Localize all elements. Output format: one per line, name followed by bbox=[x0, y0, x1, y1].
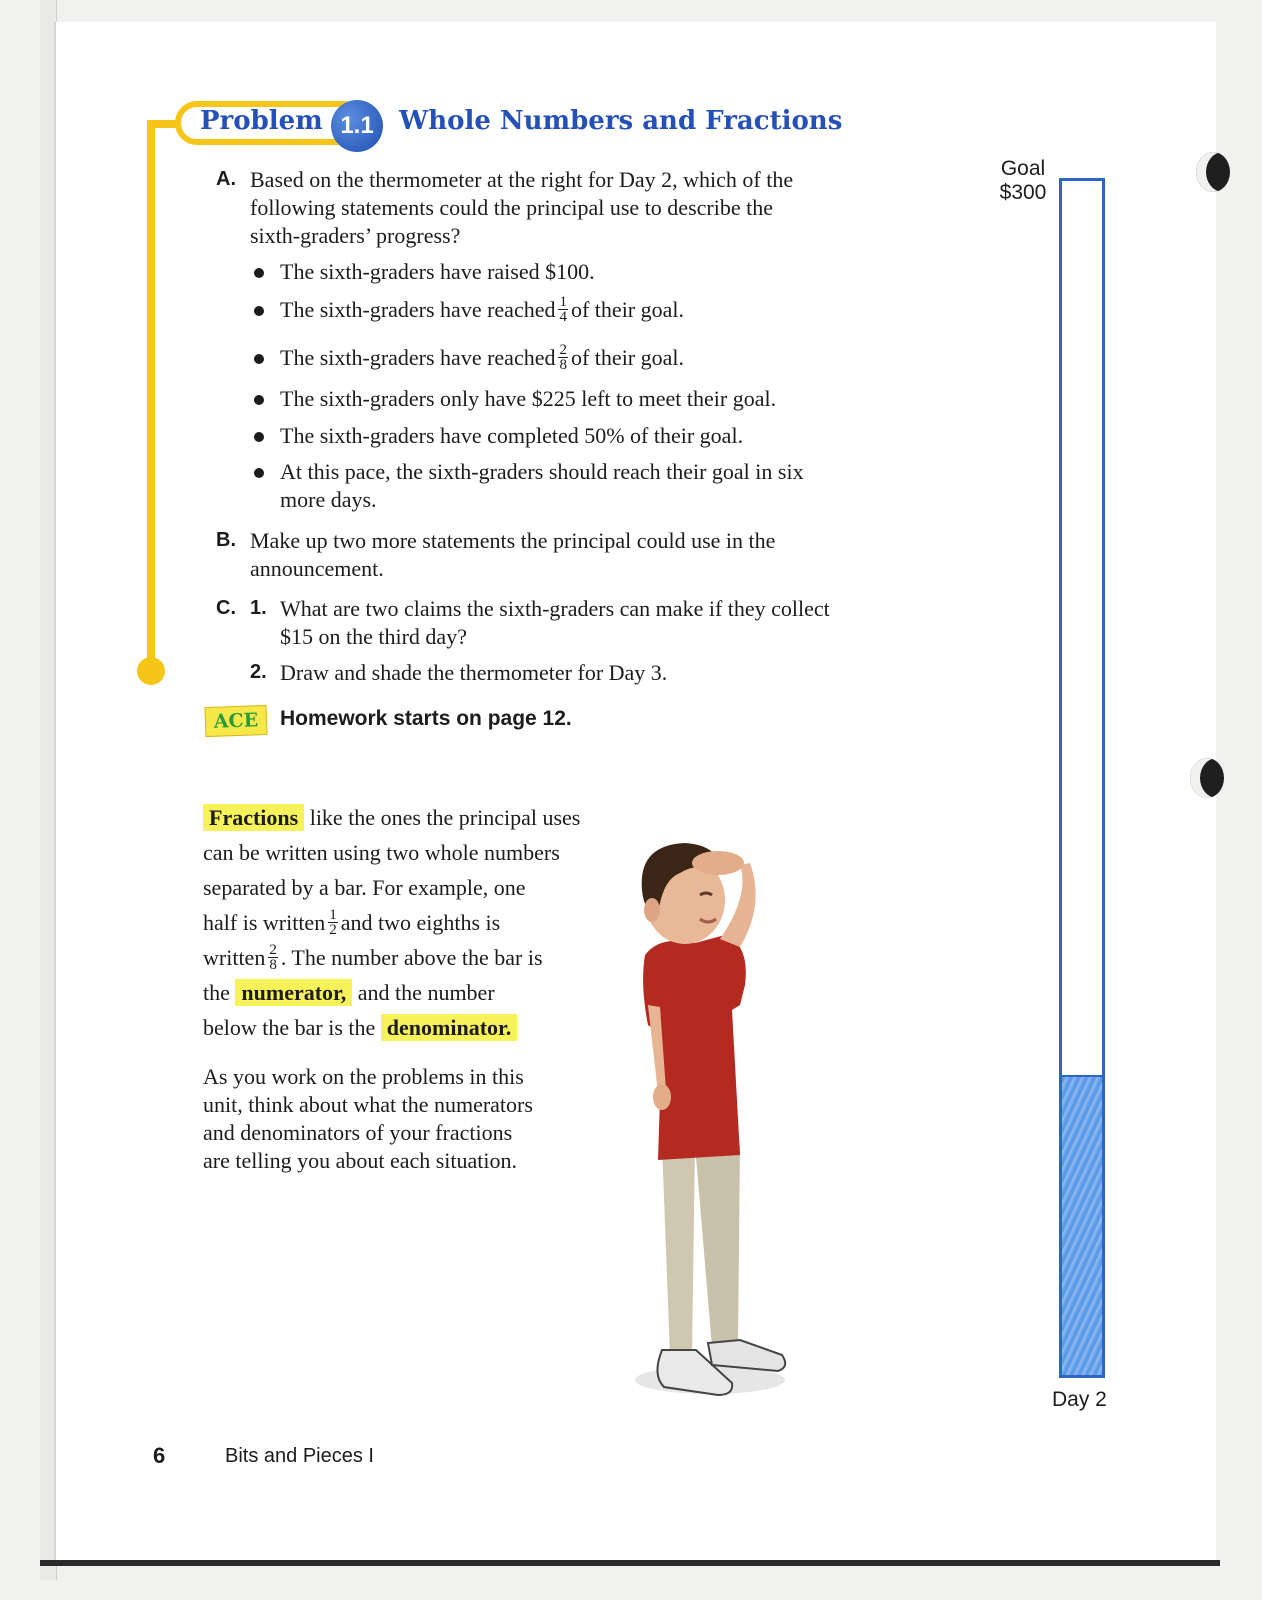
para-line: As you work on the problems in this bbox=[203, 1064, 524, 1089]
denominator-digit: 2 bbox=[329, 922, 337, 939]
part-b-label: B. bbox=[216, 529, 236, 551]
book-title: Bits and Pieces I bbox=[225, 1445, 374, 1467]
statement-raised: The sixth-graders have raised $100. bbox=[280, 259, 595, 284]
bullet-dot bbox=[254, 468, 264, 478]
part-a-label: A. bbox=[216, 168, 236, 190]
para-text: half is written bbox=[203, 910, 326, 935]
denominator-digit: 8 bbox=[559, 357, 567, 374]
part-a-line: Based on the thermometer at the right for Day 2, which of the bbox=[250, 167, 794, 192]
para-line: can be written using two whole numbers bbox=[203, 840, 560, 865]
para-text: . The number above the bar is bbox=[280, 945, 543, 970]
term-denominator: denominator. bbox=[381, 1014, 517, 1041]
part-c-label: C. bbox=[216, 597, 236, 619]
part-b-line: announcement. bbox=[250, 556, 384, 581]
page-edge-left bbox=[40, 0, 57, 1580]
para-text: and the number bbox=[357, 980, 495, 1005]
thermometer-fill bbox=[1062, 1075, 1102, 1376]
para-line: unit, think about what the numerators bbox=[203, 1092, 533, 1117]
part-c-q1-line: What are two claims the sixth-graders can make if they collect bbox=[280, 596, 830, 621]
numerator-digit: 2 bbox=[269, 942, 277, 959]
statement-line: more days. bbox=[280, 487, 377, 512]
part-c-q1-line: $15 on the third day? bbox=[280, 624, 467, 649]
denominator-digit: 4 bbox=[559, 309, 567, 326]
statement-percent: The sixth-graders have completed 50% of their goal. bbox=[280, 423, 744, 448]
numerator-digit: 2 bbox=[559, 342, 567, 359]
denominator-digit: 8 bbox=[269, 957, 277, 974]
part-c-q2: Draw and shade the thermometer for Day 3. bbox=[280, 660, 668, 685]
para-text: and two eighths is bbox=[340, 910, 501, 935]
bullet-dot bbox=[254, 432, 264, 442]
bullet-dot bbox=[254, 395, 264, 405]
statement-text: The sixth-graders have reached bbox=[280, 297, 556, 322]
fraction-one-fourth bbox=[558, 295, 568, 324]
para-text: written bbox=[203, 945, 266, 970]
problem-number-badge: 1.1 bbox=[331, 100, 383, 152]
part-c-q1 bbox=[280, 595, 830, 651]
bullet-dot bbox=[254, 354, 264, 364]
statement-two-eighths bbox=[280, 344, 684, 374]
para-line: and denominators of your fractions bbox=[203, 1120, 513, 1145]
para-text: like the ones the principal uses bbox=[309, 805, 581, 830]
thermometer-goal-label bbox=[992, 157, 1054, 205]
fraction-one-half bbox=[328, 908, 338, 937]
numerator-digit: 1 bbox=[329, 907, 337, 924]
binder-hole-top bbox=[1196, 152, 1230, 192]
para-line bbox=[203, 940, 580, 975]
para-text: below the bar is the bbox=[203, 1015, 376, 1040]
part-c-q2-label: 2. bbox=[250, 661, 267, 683]
ace-badge: ACE bbox=[204, 705, 267, 737]
goal-word: Goal bbox=[1000, 157, 1046, 180]
problem-bracket-line bbox=[147, 120, 155, 682]
para-line bbox=[203, 975, 580, 1010]
problem-title: Whole Numbers and Fractions bbox=[399, 106, 843, 136]
fraction-two-eighths-example bbox=[268, 943, 278, 972]
bullet-dot bbox=[254, 306, 264, 316]
statement-pace bbox=[280, 458, 804, 514]
part-a-question bbox=[250, 166, 793, 250]
para-line bbox=[203, 1010, 580, 1045]
para-line: are telling you about each situation. bbox=[203, 1148, 518, 1173]
problem-label: Problem bbox=[200, 106, 323, 136]
numerator-digit: 1 bbox=[559, 294, 567, 311]
fractions-paragraph bbox=[203, 800, 580, 1045]
boy-looking-up-illustration bbox=[600, 835, 800, 1415]
binder-hole-middle bbox=[1190, 758, 1224, 798]
thermometer-day-label: Day 2 bbox=[1052, 1388, 1107, 1411]
statement-text: The sixth-graders have reached bbox=[280, 345, 556, 370]
para-text: the bbox=[203, 980, 230, 1005]
statement-line: At this pace, the sixth-graders should reach their goal in six bbox=[280, 459, 804, 484]
term-numerator: numerator, bbox=[235, 979, 352, 1006]
part-b-line: Make up two more statements the principal could use in the bbox=[250, 528, 776, 553]
page-number: 6 bbox=[153, 1443, 166, 1468]
para-line bbox=[203, 905, 580, 940]
statement-text: of their goal. bbox=[570, 297, 685, 322]
fundraising-thermometer bbox=[1059, 178, 1105, 1378]
goal-amount: $300 bbox=[999, 181, 1047, 204]
para-line bbox=[203, 800, 580, 835]
problem-bracket-end-dot bbox=[137, 657, 165, 685]
statement-text: of their goal. bbox=[570, 345, 685, 370]
part-b-question bbox=[250, 527, 775, 583]
closing-paragraph bbox=[203, 1063, 533, 1175]
statement-one-fourth bbox=[280, 296, 684, 326]
bullet-dot bbox=[254, 268, 264, 278]
part-a-line: sixth-graders’ progress? bbox=[250, 223, 461, 248]
term-fractions: Fractions bbox=[203, 804, 304, 831]
part-c-q1-label: 1. bbox=[250, 597, 267, 619]
part-a-line: following statements could the principal use to describe the bbox=[250, 195, 773, 220]
fraction-two-eighths bbox=[558, 343, 568, 372]
homework-note: Homework starts on page 12. bbox=[280, 707, 572, 730]
page-edge-bottom bbox=[40, 1560, 1220, 1566]
statement-left-to-meet: The sixth-graders only have $225 left to meet their goal. bbox=[280, 386, 777, 411]
para-line: separated by a bar. For example, one bbox=[203, 875, 526, 900]
